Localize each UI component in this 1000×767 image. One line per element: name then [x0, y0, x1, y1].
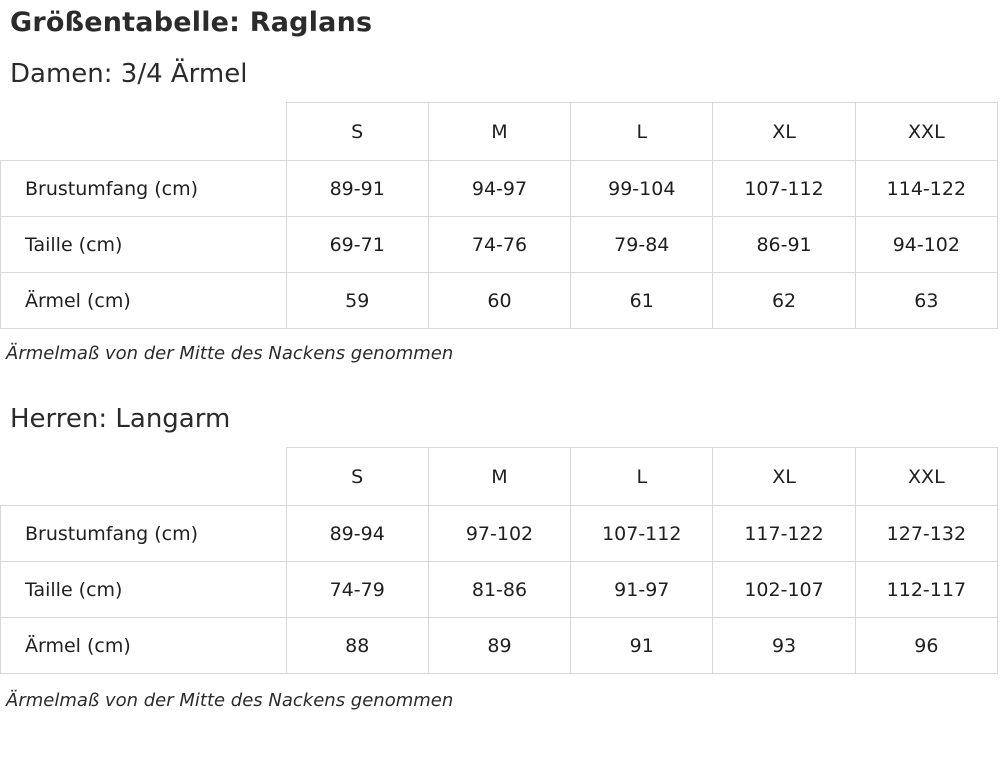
cell-chest-xl: 107-112 — [713, 161, 855, 217]
row-label-chest: Brustumfang (cm) — [1, 161, 287, 217]
size-table-women — [0, 102, 998, 329]
cell-sleeve-l: 91 — [571, 618, 713, 674]
cell-sleeve-l: 61 — [571, 273, 713, 329]
column-header-xxl: XXL — [855, 103, 997, 161]
cell-sleeve-m: 89 — [428, 618, 570, 674]
column-header-s: S — [286, 103, 428, 161]
cell-chest-xxl: 114-122 — [855, 161, 997, 217]
cell-chest-xl: 117-122 — [713, 506, 855, 562]
table-header-row — [1, 103, 998, 161]
table-row — [1, 618, 998, 674]
column-header-l: L — [571, 448, 713, 506]
cell-chest-m: 97-102 — [428, 506, 570, 562]
table-header-row — [1, 448, 998, 506]
cell-waist-s: 69-71 — [286, 217, 428, 273]
cell-waist-s: 74-79 — [286, 562, 428, 618]
cell-chest-xxl: 127-132 — [855, 506, 997, 562]
cell-sleeve-s: 88 — [286, 618, 428, 674]
section-heading-men: Herren: Langarm — [10, 404, 231, 434]
row-label-waist: Taille (cm) — [1, 562, 287, 618]
table-row — [1, 506, 998, 562]
cell-chest-l: 107-112 — [571, 506, 713, 562]
cell-chest-l: 99-104 — [571, 161, 713, 217]
section-heading-women: Damen: 3/4 Ärmel — [10, 59, 248, 89]
row-label-sleeve: Ärmel (cm) — [1, 273, 287, 329]
table-note-men: Ärmelmaß von der Mitte des Nackens genommen — [6, 690, 454, 711]
column-header-m: M — [428, 448, 570, 506]
table-corner-cell — [1, 448, 287, 506]
cell-sleeve-xl: 93 — [713, 618, 855, 674]
cell-sleeve-xxl: 96 — [855, 618, 997, 674]
cell-sleeve-xxl: 63 — [855, 273, 997, 329]
row-label-sleeve: Ärmel (cm) — [1, 618, 287, 674]
cell-waist-xxl: 112-117 — [855, 562, 997, 618]
cell-waist-xl: 102-107 — [713, 562, 855, 618]
cell-chest-m: 94-97 — [428, 161, 570, 217]
column-header-xl: XL — [713, 103, 855, 161]
cell-chest-s: 89-91 — [286, 161, 428, 217]
cell-sleeve-xl: 62 — [713, 273, 855, 329]
cell-sleeve-s: 59 — [286, 273, 428, 329]
cell-waist-m: 74-76 — [428, 217, 570, 273]
column-header-l: L — [571, 103, 713, 161]
table-row — [1, 161, 998, 217]
row-label-waist: Taille (cm) — [1, 217, 287, 273]
table-note-women: Ärmelmaß von der Mitte des Nackens genommen — [6, 343, 454, 364]
table-row — [1, 217, 998, 273]
table-row — [1, 273, 998, 329]
cell-chest-s: 89-94 — [286, 506, 428, 562]
row-label-chest: Brustumfang (cm) — [1, 506, 287, 562]
table-corner-cell — [1, 103, 287, 161]
cell-waist-l: 79-84 — [571, 217, 713, 273]
column-header-s: S — [286, 448, 428, 506]
page-title: Größentabelle: Raglans — [10, 7, 373, 38]
cell-waist-l: 91-97 — [571, 562, 713, 618]
size-table-men — [0, 447, 998, 674]
table-row — [1, 562, 998, 618]
column-header-m: M — [428, 103, 570, 161]
cell-waist-xxl: 94-102 — [855, 217, 997, 273]
cell-waist-m: 81-86 — [428, 562, 570, 618]
column-header-xl: XL — [713, 448, 855, 506]
cell-waist-xl: 86-91 — [713, 217, 855, 273]
cell-sleeve-m: 60 — [428, 273, 570, 329]
column-header-xxl: XXL — [855, 448, 997, 506]
